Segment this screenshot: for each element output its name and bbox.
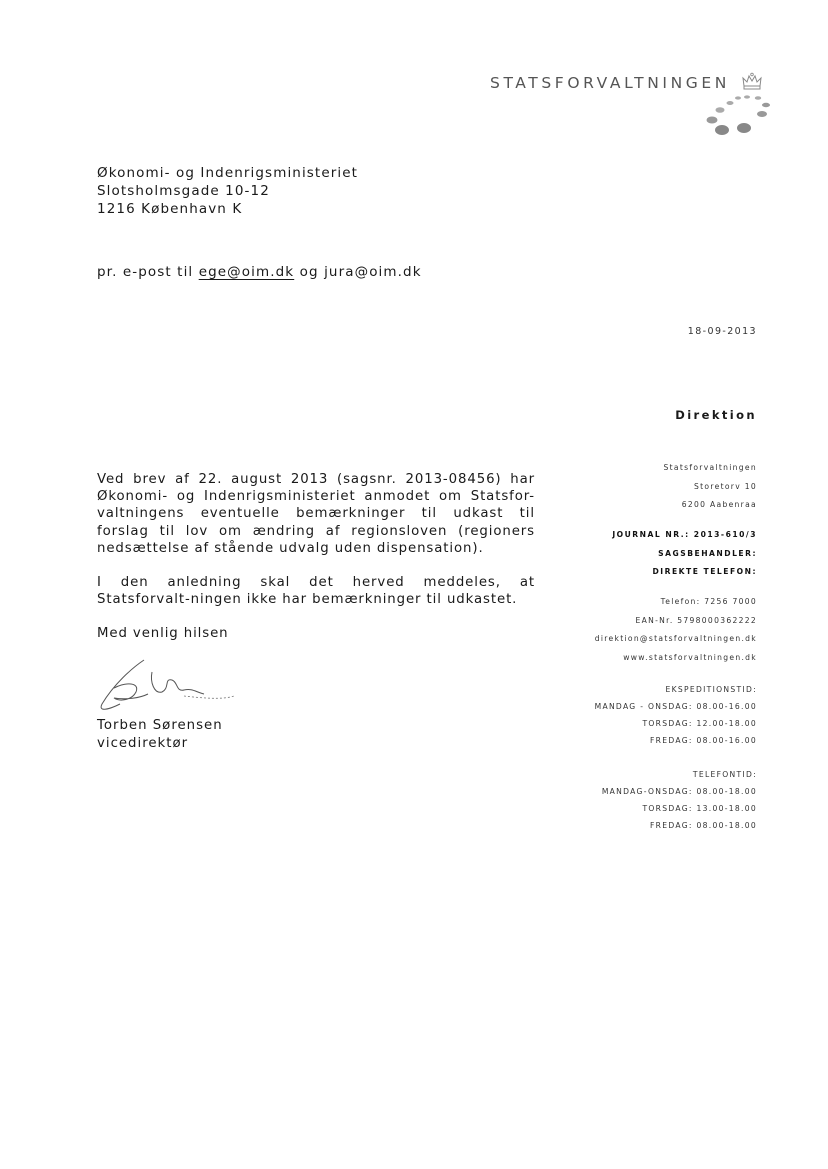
journal-label: JOURNAL NR.:: [612, 530, 690, 539]
sidebar-org: Statsforvaltningen: [663, 463, 757, 472]
signer-block: [97, 717, 223, 753]
sidebar-contact: [595, 593, 757, 667]
signature-image: [92, 652, 242, 722]
signer-name: Torben Sørensen: [97, 718, 223, 733]
sidebar-street: Storetorv 10: [694, 481, 757, 491]
logo-wordmark: STATSFORVALTNINGEN: [490, 74, 730, 92]
closing-greeting: Med venlig hilsen: [97, 626, 229, 642]
letter-date: 18-09-2013: [687, 326, 757, 337]
sidebar-address: [663, 459, 757, 515]
office-hours-row: MANDAG - ONSDAG: 08.00-16.00: [594, 702, 757, 711]
email-link-ege[interactable]: ege@oim.dk: [198, 264, 295, 280]
sidebar-web[interactable]: www.statsforvaltningen.dk: [623, 652, 757, 662]
letter-body: [97, 471, 535, 643]
office-hours-title: EKSPEDITIONSTID:: [665, 685, 757, 694]
direct-phone-label: DIREKTE TELEFON:: [652, 567, 757, 576]
journal-number: [612, 526, 757, 545]
department-label: Direktion: [675, 408, 757, 422]
phone-hours: [602, 766, 757, 834]
sidebar-email[interactable]: direktion@statsforvaltningen.dk: [594, 634, 757, 643]
office-hours-row: FREDAG: 08.00-16.00: [650, 736, 757, 745]
office-hours-row: TORSDAG: 12.00-18.00: [642, 719, 757, 728]
recipient-address: [97, 164, 358, 218]
recipient-name: Økonomi- og Indenrigsministeriet: [97, 165, 359, 181]
phone-hours-title: TELEFONTID:: [692, 770, 757, 779]
body-paragraph-2: I den anledning skal det herved meddeles, at Statsforvalt-ningen ikke har bemærkninger til udkastet.: [97, 575, 535, 608]
body-paragraph-1: Ved brev af 22. august 2013 (sagsnr. 2013-08456) har Økonomi- og Indenrigsministeriet anmodet om Statsfor-valtningens eventuelle bemærkninger til udkast til forslag til lov om ændring af regionsloven (regioners nedsættelse af stående udvalg uden dispensation).: [97, 472, 535, 556]
sidebar-ean: EAN-Nr. 5798000362222: [635, 615, 757, 625]
email-jura: jura@oim.dk: [324, 264, 422, 280]
dots-logo-icon: [700, 94, 775, 140]
sidebar-city: 6200 Aabenraa: [681, 500, 757, 509]
delivery-line: [97, 264, 422, 280]
phone-hours-row: MANDAG-ONSDAG: 08.00-18.00: [601, 787, 757, 796]
sidebar-case-info: [612, 526, 757, 582]
sidebar-phone: Telefon: 7256 7000: [660, 597, 757, 606]
recipient-city: 1216 København K: [97, 201, 243, 217]
delivery-prefix: pr. e-post til: [97, 264, 194, 280]
recipient-street: Slotsholmsgade 10-12: [97, 183, 270, 199]
delivery-connector: og: [299, 264, 319, 280]
phone-hours-row: FREDAG: 08.00-18.00: [650, 821, 757, 830]
journal-value: 2013-610/3: [693, 530, 757, 539]
phone-hours-row: TORSDAG: 13.00-18.00: [642, 804, 757, 813]
signer-title: vicedirektør: [97, 736, 189, 751]
office-hours: [595, 681, 757, 749]
case-handler-label: SAGSBEHANDLER:: [658, 548, 757, 558]
crown-icon: [741, 72, 763, 92]
